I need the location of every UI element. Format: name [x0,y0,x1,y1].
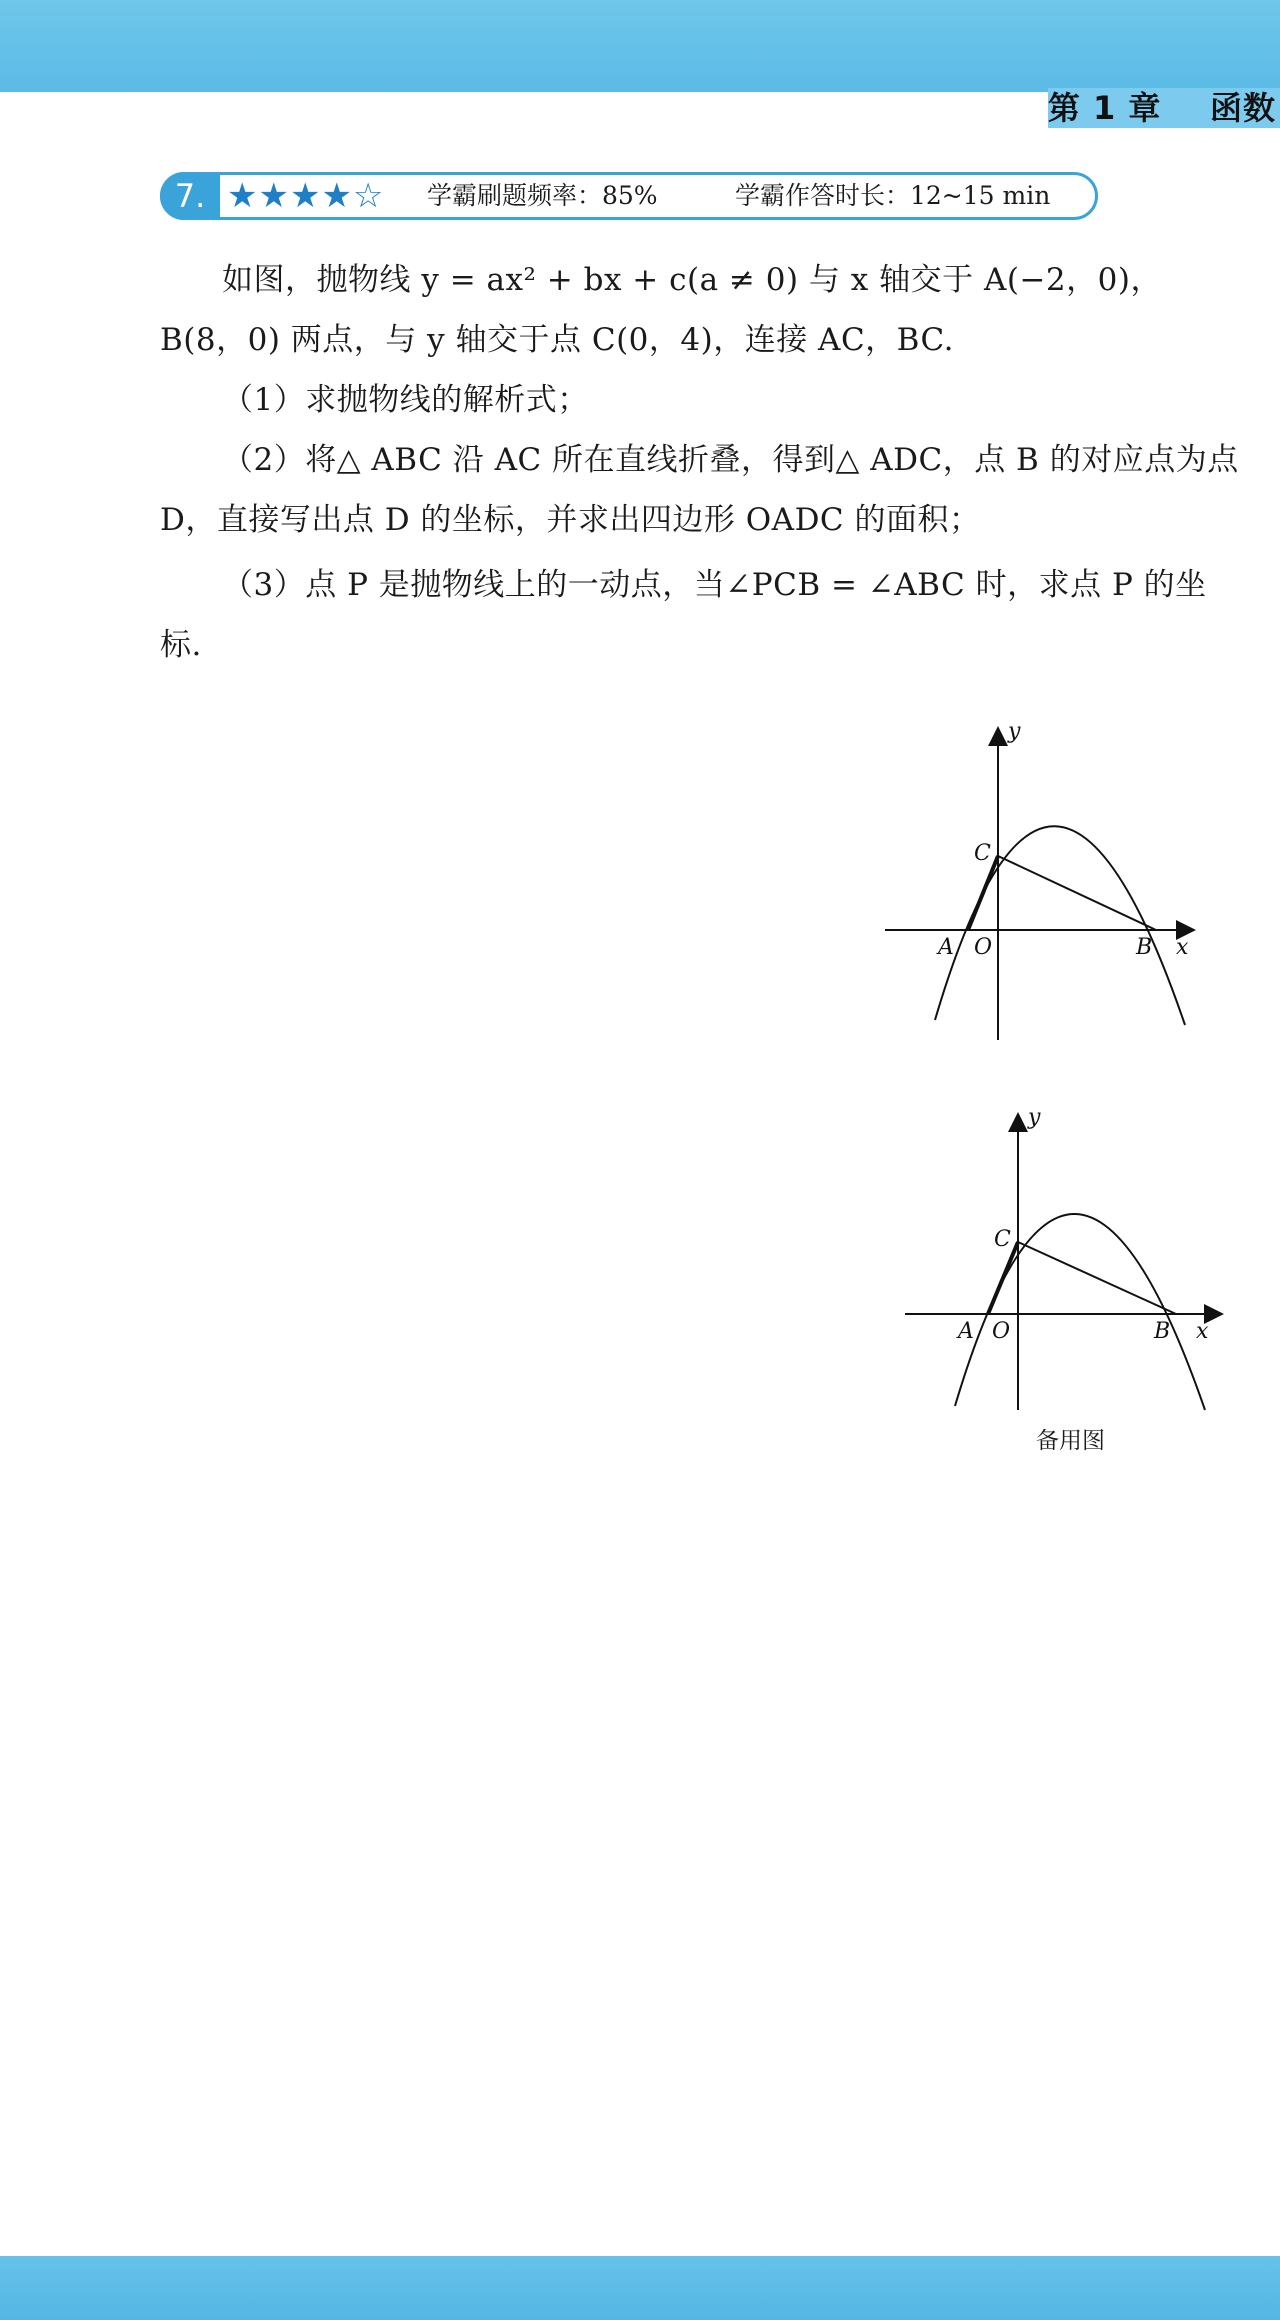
practice-frequency: 学霸刷题频率：85% [427,181,658,210]
figure-caption: 备用图 [1036,1428,1105,1454]
spare-parabola-figure [900,1110,1230,1430]
question-part-3: （3）点 P 是抛物线上的一动点，当∠PCB = ∠ABC 时，求点 P 的坐标. [160,567,1207,663]
question-number: 7. [160,172,220,220]
segment-ac [988,1242,1018,1314]
chapter-title: 第 1 章 函数 [1047,89,1276,127]
label-x: x [1176,935,1189,960]
label-c: C [974,841,991,866]
empty-star-icon: ☆ [352,176,385,216]
question-part-1: （1）求抛物线的解析式； [222,382,589,418]
label-o: O [974,935,993,960]
difficulty-stars [227,175,384,217]
filled-stars-icon: ★★★★ [227,176,353,216]
label-b: B [1136,935,1153,960]
label-y: y [1028,1110,1041,1130]
segment-ac [968,856,998,930]
label-b: B [1154,1319,1171,1344]
top-banner [0,0,1280,92]
segment-bc [1018,1242,1176,1314]
label-a: A [958,1319,974,1344]
label-y: y [1008,720,1021,744]
label-x: x [1196,1319,1209,1344]
answer-time: 学霸作答时长：12~15 min [735,181,1051,210]
bottom-banner [0,2256,1280,2320]
parabola-figure [880,720,1210,1040]
label-a: A [938,935,954,960]
segment-bc [998,856,1156,930]
question-part-2: （2）将△ ABC 沿 AC 所在直线折叠，得到△ ADC，点 B 的对应点为点 D，直接写出点 D 的坐标，并求出四边形 OADC 的面积； [160,442,1250,538]
question-stem: 如图，抛物线 y = ax² + bx + c(a ≠ 0) 与 x 轴交于 A(−2，0)，B(8，0) 两点，与 y 轴交于点 C(0，4)，连接 AC，BC. [160,262,1162,358]
label-c: C [994,1227,1011,1252]
question-header [160,172,1098,220]
parabola-curve [955,1214,1205,1410]
label-o: O [992,1319,1011,1344]
